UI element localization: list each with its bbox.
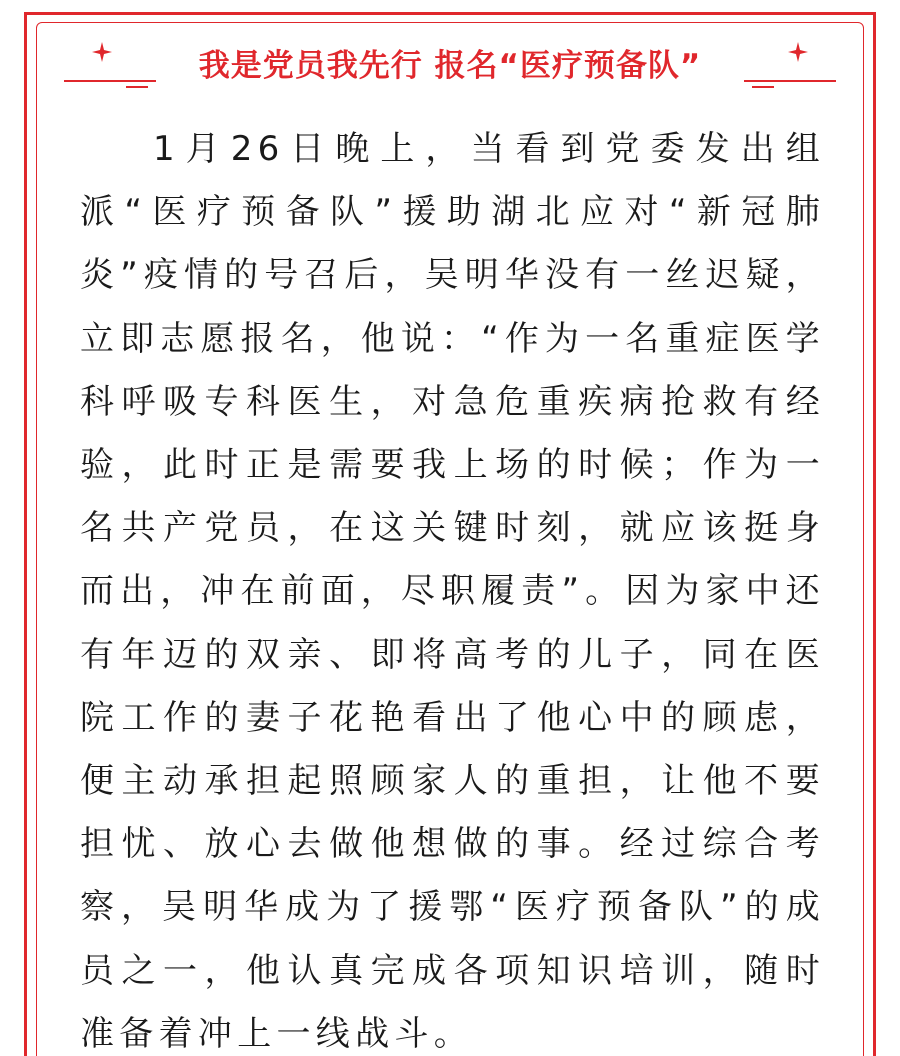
header-dash-left bbox=[126, 86, 148, 88]
header-line-right bbox=[744, 80, 836, 82]
header-dash-right bbox=[752, 86, 774, 88]
section-header bbox=[60, 36, 840, 96]
article-paragraph: 1月26日晚上，当看到党委发出组派“医疗预备队”援助湖北应对“新冠肺炎”疫情的号召后，吴明华没有一丝迟疑，立即志愿报名，他说：“作为一名重症医学科呼吸专科医生，对急危重疾病抢救有经验，此时正是需要我上场的时候；作为一名共产党员，在这关键时刻，就应该挺身而出，冲在前面，尽职履责”。因为家中还有年迈的双亲、即将高考的儿子，同在医院工作的妻子花艳看出了他心中的顾虑，便主动承担起照顾家人的重担，让他不要担忧、放心去做他想做的事。经过综合考察，吴明华成为了援鄂“医疗预备队”的成员之一，他认真完成各项知识培训，随时准备着冲上一线战斗。 bbox=[80, 129, 825, 1054]
sparkle-icon bbox=[788, 42, 808, 62]
page-title: 我是党员我先行 报名“医疗预备队” bbox=[198, 48, 702, 84]
